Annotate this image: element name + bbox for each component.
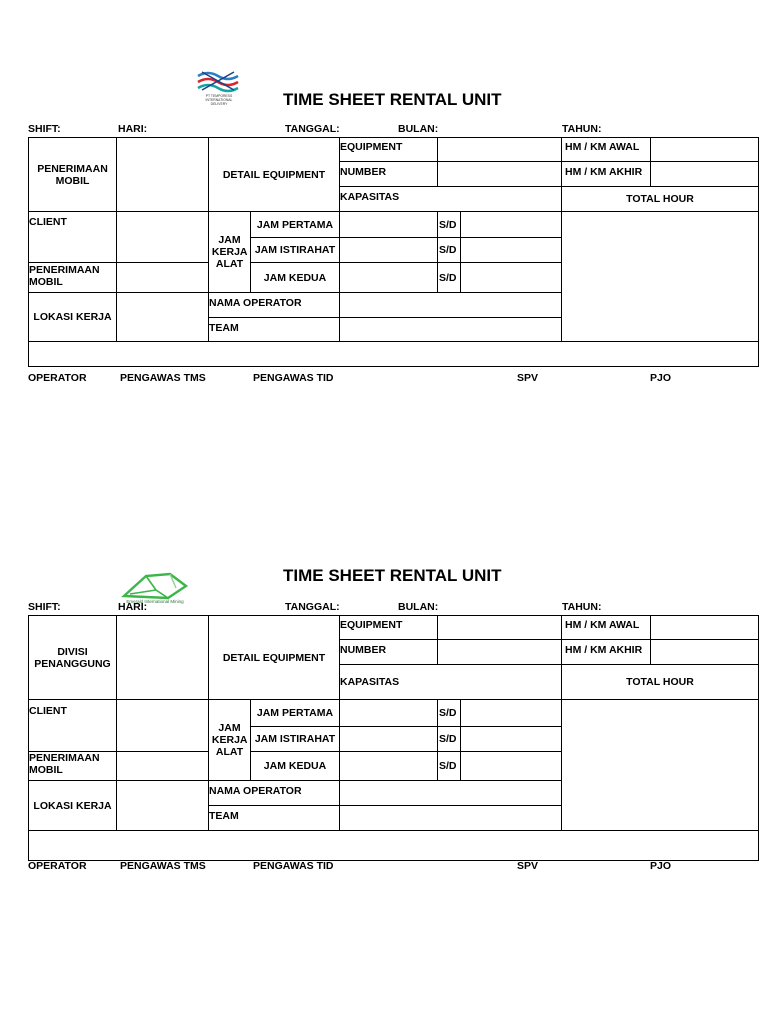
footer-spv: SPV: [517, 860, 539, 872]
jam-kedua-label: JAM KEDUA: [263, 760, 327, 772]
detail-equipment-label: DETAIL EQUIPMENT: [222, 168, 326, 181]
hm-km-awal-label: HM / KM AWAL: [565, 141, 640, 153]
client-label: CLIENT: [29, 216, 67, 228]
sd-label: S/D: [439, 707, 457, 719]
jam-istirahat-label: JAM ISTIRAHAT: [254, 733, 336, 745]
sd-label: S/D: [439, 271, 457, 284]
lokasi-kerja-label: LOKASI KERJA: [33, 311, 112, 323]
number-label: NUMBER: [340, 166, 387, 178]
bulan-label: BULAN:: [398, 123, 439, 135]
jam-kerja-alat-label: JAM KERJA ALAT: [211, 722, 248, 758]
team-label: TEAM: [209, 322, 239, 334]
logo-caption: Emerald International Mining: [126, 599, 184, 604]
sd-label: S/D: [439, 760, 457, 772]
penerimaan-mobil-label: PENERIMAAN MOBIL: [29, 752, 100, 776]
equipment-label: EQUIPMENT: [340, 619, 403, 631]
detail-equipment-label: DETAIL EQUIPMENT: [222, 651, 326, 664]
company-logo-1: [196, 70, 242, 112]
hm-km-akhir-label: HM / KM AKHIR: [565, 644, 643, 656]
tahun-label: TAHUN:: [562, 123, 602, 135]
timesheet-1: [0, 90, 768, 470]
footer-pjo: PJO: [650, 860, 672, 872]
tahun-label: TAHUN:: [562, 601, 602, 613]
footer-pengawas-tms: PENGAWAS TMS: [120, 860, 206, 872]
shift-label: SHIFT:: [28, 601, 61, 613]
sd-label: S/D: [439, 218, 457, 231]
footer-pengawas-tid: PENGAWAS TID: [253, 372, 334, 384]
page-title: TIME SHEET RENTAL UNIT: [283, 566, 502, 585]
page-title: TIME SHEET RENTAL UNIT: [283, 90, 502, 109]
timesheet-2: [0, 566, 768, 946]
footer-pjo: PJO: [650, 372, 672, 384]
kapasitas-label: KAPASITAS: [340, 191, 400, 203]
jam-pertama-label: JAM PERTAMA: [256, 707, 334, 719]
number-label: NUMBER: [340, 644, 387, 656]
team-label: TEAM: [209, 810, 239, 822]
equipment-label: EQUIPMENT: [340, 141, 403, 153]
footer-pengawas-tms: PENGAWAS TMS: [120, 372, 206, 384]
penerimaan-mobil-header: PENERIMAAN MOBIL: [37, 162, 108, 187]
footer-pengawas-tid: PENGAWAS TID: [253, 860, 334, 872]
footer-spv: SPV: [517, 372, 539, 384]
nama-operator-label: NAMA OPERATOR: [209, 297, 302, 309]
nama-operator-label: NAMA OPERATOR: [209, 785, 302, 797]
kapasitas-label: KAPASITAS: [340, 676, 400, 688]
sd-label: S/D: [439, 244, 457, 256]
jam-pertama-label: JAM PERTAMA: [256, 218, 334, 231]
logo-caption: PT TEMPORESS INTERNATIONAL DELIVERY: [205, 94, 233, 106]
sd-label: S/D: [439, 733, 457, 745]
total-hour-label: TOTAL HOUR: [626, 193, 694, 205]
jam-kedua-label: JAM KEDUA: [263, 271, 327, 284]
hari-label: HARI:: [118, 601, 148, 613]
tanggal-label: TANGGAL:: [285, 123, 340, 135]
total-hour-label: TOTAL HOUR: [626, 676, 694, 688]
lokasi-kerja-label: LOKASI KERJA: [33, 799, 112, 812]
bulan-label: BULAN:: [398, 601, 439, 613]
jam-kerja-alat-label: JAM KERJA ALAT: [211, 234, 248, 270]
hari-label: HARI:: [118, 123, 148, 135]
penerimaan-mobil-label: PENERIMAAN MOBIL: [29, 264, 100, 288]
footer-operator: OPERATOR: [28, 860, 87, 872]
shift-label: SHIFT:: [28, 123, 61, 135]
jam-istirahat-label: JAM ISTIRAHAT: [254, 244, 336, 256]
tanggal-label: TANGGAL:: [285, 601, 340, 613]
hm-km-akhir-label: HM / KM AKHIR: [565, 166, 643, 178]
hm-km-awal-label: HM / KM AWAL: [565, 619, 640, 631]
divisi-penanggung-label: DIVISI PENANGGUNG: [34, 645, 111, 670]
footer-operator: OPERATOR: [28, 372, 87, 384]
client-label: CLIENT: [29, 705, 67, 717]
